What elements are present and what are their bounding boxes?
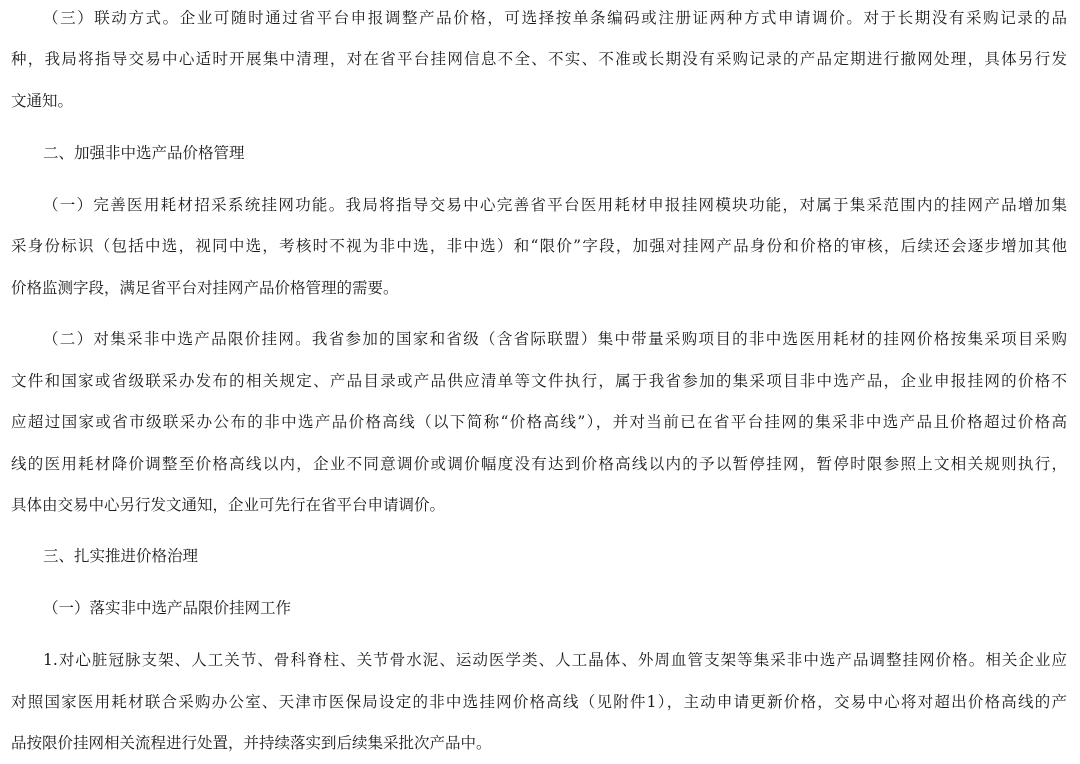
section-heading-3: 三、扎实推进价格治理 [43,547,199,565]
paragraph-system-line-2: 采身份标识（包括中选，视同中选，考核时不视为非中选，非中选）和“限价”字段，加强对挂网产品身份和价格的审核，后续还会逐步增加其他 [11,237,1067,255]
paragraph-linkage-line-3: 文通知。 [11,92,74,110]
paragraph-price-cap-line-2: 文件和国家或省级联采办发布的相关规定、产品目录或产品供应清单等文件执行，属于我省参加的集采项目非中选产品，企业申报挂网的价格不 [11,372,1067,390]
paragraph-system-line-3: 价格监测字段，满足省平台对挂网产品价格管理的需要。 [11,279,399,297]
paragraph-price-cap-line-4: 线的医用耗材降价调整至价格高线以内，企业不同意调价或调价幅度没有达到价格高线以内的予以暂停挂网，暂停时限参照上文相关规则执行， [11,455,1067,473]
section-heading-2: 二、加强非中选产品价格管理 [43,144,245,162]
paragraph-linkage-line-2: 种，我局将指导交易中心适时开展集中清理，对在省平台挂网信息不全、不实、不准或长期没有采购记录的产品定期进行撤网处理，具体另行发 [11,50,1067,68]
paragraph-price-cap-line-5: 具体由交易中心另行发文通知，企业可先行在省平台申请调价。 [11,496,446,514]
paragraph-item-1-line-1: 1.对心脏冠脉支架、人工关节、骨科脊柱、关节骨水泥、运动医学类、人工晶体、外周血管支架等集采非中选产品调整挂网价格。相关企业应 [43,651,1067,669]
paragraph-item-1-line-3: 品按限价挂网相关流程进行处置，并持续落实到后续集采批次产品中。 [11,734,492,752]
paragraph-linkage-line-1: （三）联动方式。企业可随时通过省平台申报调整产品价格，可选择按单条编码或注册证两种方式申请调价。对于长期没有采购记录的品 [43,9,1067,27]
paragraph-item-1-line-2: 对照国家医用耗材联合采购办公室、天津市医保局设定的非中选挂网价格高线（见附件1），主动申请更新价格，交易中心将对超出价格高线的产 [11,693,1067,711]
paragraph-system-line-1: （一）完善医用耗材招采系统挂网功能。我局将指导交易中心完善省平台医用耗材申报挂网模块功能，对属于集采范围内的挂网产品增加集 [43,196,1067,214]
paragraph-price-cap-line-3: 应超过国家或省市级联采办公布的非中选产品价格高线（以下简称“价格高线”），并对当前已在省平台挂网的集采非中选产品且价格超过价格高 [11,413,1067,431]
subsection-heading-3-1: （一）落实非中选产品限价挂网工作 [43,599,292,617]
paragraph-price-cap-line-1: （二）对集采非中选产品限价挂网。我省参加的国家和省级（含省际联盟）集中带量采购项目的非中选医用耗材的挂网价格按集采项目采购 [43,330,1067,348]
